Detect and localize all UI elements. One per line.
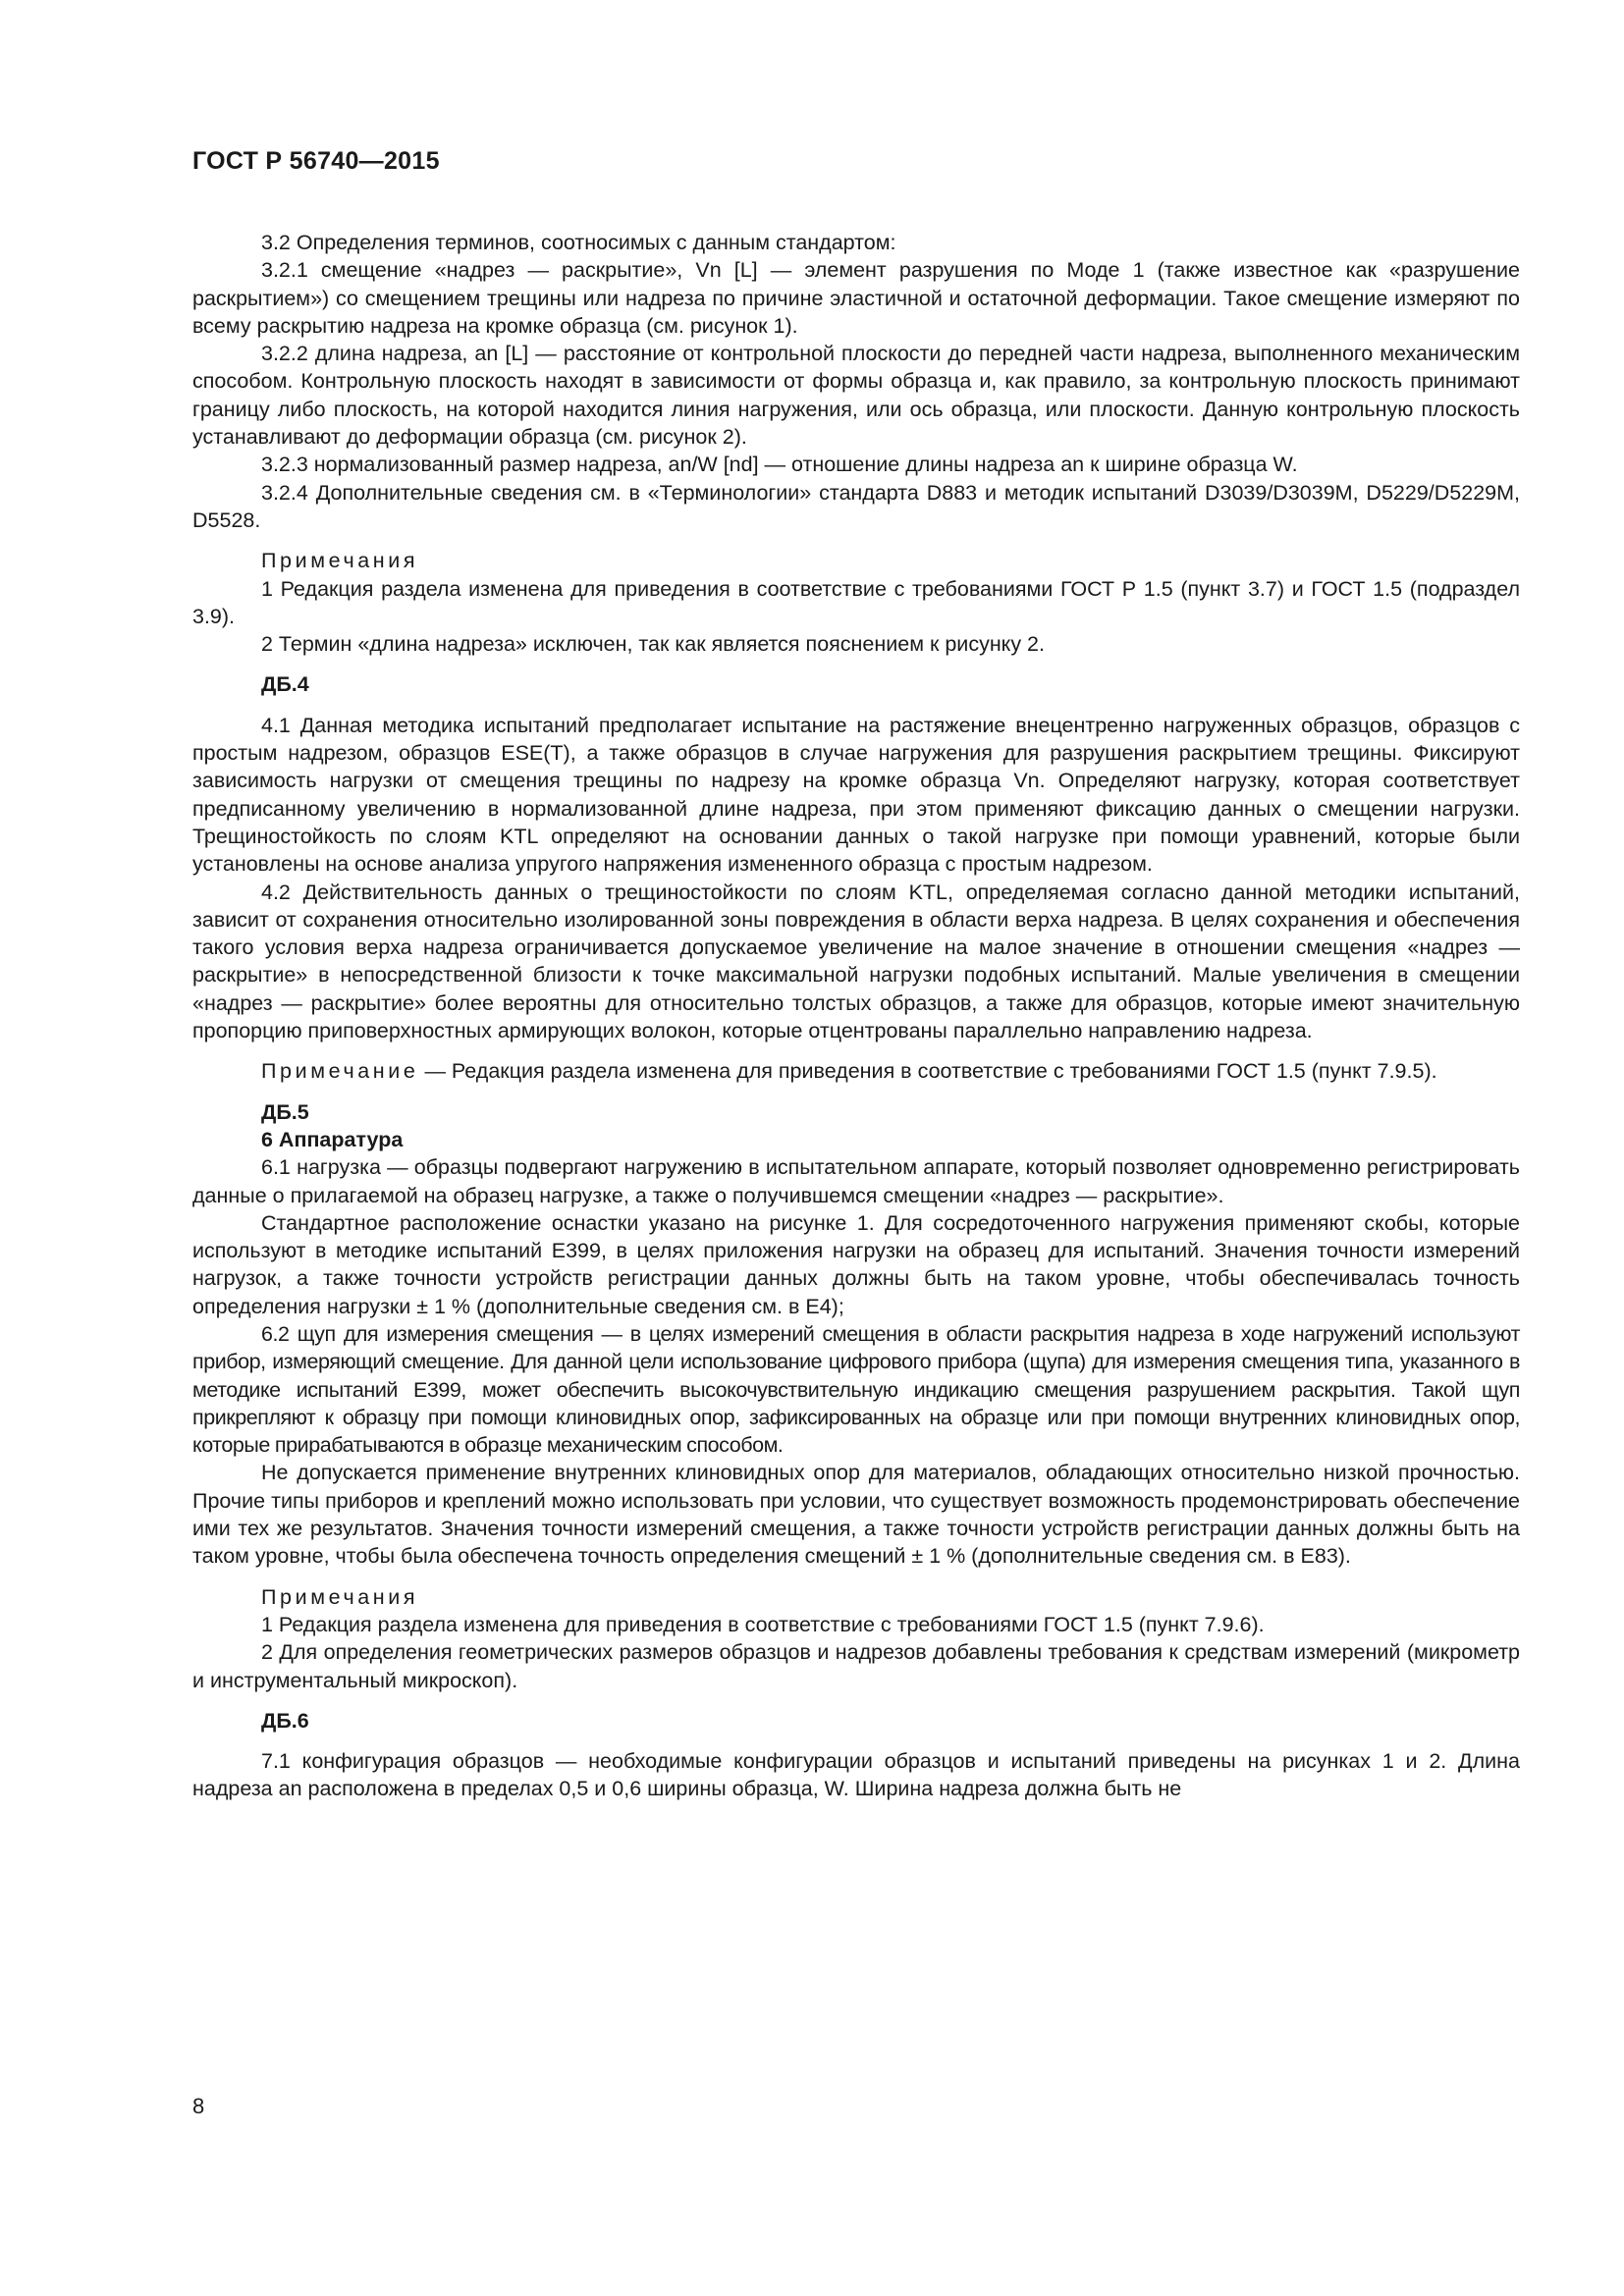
notes-heading-2: Примечания bbox=[261, 1584, 419, 1609]
paragraph-7-1: 7.1 конфигурация образцов — необходимые конфигурации образцов и испытаний приведены на рисунках 1 и 2. Длина надреза an расположена в пределах 0,5 и 0,6 ширины образца, W. Ширина надреза должна быть не bbox=[192, 1749, 1520, 1801]
section-heading-db5: ДБ.5 bbox=[261, 1099, 309, 1124]
paragraph-4-1: 4.1 Данная методика испытаний предполагает испытание на растяжение внецентренно нагруженных образцов, образцов с простым надрезом, образцов ESE(T), а также образцов в случае нагружения для разрушения раскрытием трещины. Фиксируют зависимость нагрузки от смещения трещины по надрезу на кромке образца Vn. Определяют нагрузку, которая соответствует предписанному увеличению в нормализованной длине надреза, при этом применяют фиксацию данных о смещении нагрузки. Трещиностойкость по слоям KTL определяют на основании данных о такой нагрузке при помощи уравнений, которые были установлены на основе анализа упругого напряжения измененного образца с простым надрезом. bbox=[192, 713, 1520, 877]
document-header: ГОСТ Р 56740—2015 bbox=[192, 147, 440, 175]
page-number: 8 bbox=[192, 2094, 205, 2118]
note-single bbox=[192, 1057, 1520, 1085]
note-single-text: — Редакция раздела изменена для приведения в соответствие с требованиями ГОСТ 1.5 (пункт 7.9.5). bbox=[424, 1059, 1437, 1084]
note-2: 2 Термин «длина надреза» исключен, так как является пояснением к рисунку 2. bbox=[261, 632, 1045, 657]
paragraph-6-1-b: Стандартное расположение оснастки указано на рисунке 1. Для сосредоточенного нагружения применяют скобы, которые используют в методике испытаний E399, в целях приложения нагрузки на образец для испытаний. Значения точности измерений нагрузок, а также точности устройств регистрации данных должны быть на таком уровне, чтобы обеспечивалась точность определения нагрузки ± 1 % (дополнительные сведения см. в E4); bbox=[192, 1210, 1520, 1318]
document-body bbox=[192, 229, 1520, 1803]
paragraph-3-2-4: 3.2.4 Дополнительные сведения см. в «Терминологии» стандарта D883 и методик испытаний D3039/D3039M, D5229/D5229M, D5528. bbox=[192, 480, 1520, 532]
paragraph-6-2-b: Не допускается применение внутренних клиновидных опор для материалов, обладающих относительно низкой прочностью. Прочие типы приборов и креплений можно использовать при условии, что существует возможность продемонстрировать обеспечение ими тех же результатов. Значения точности измерений смещения, а также точности устройств регистрации данных должны быть на таком уровне, чтобы была обеспечена точность определения смещений ± 1 % (дополнительные сведения см. в E83). bbox=[192, 1461, 1520, 1569]
paragraph-3-2-1: 3.2.1 смещение «надрез — раскрытие», Vn [L] — элемент разрушения по Моде 1 (также известное как «разрушение раскрытием») со смещением трещины или надреза по причине эластичной и остаточной деформации. Такое смещение измеряют по всему раскрытию надреза на кромке образца (см. рисунок 1). bbox=[192, 258, 1520, 338]
section-heading-db6: ДБ.6 bbox=[261, 1708, 309, 1733]
paragraph-6-1: 6.1 нагрузка — образцы подвергают нагружению в испытательном аппарате, который позволяет одновременно регистрировать данные о прилагаемой на образец нагрузке, а также о получившемся смещении «надрез — раскрытие». bbox=[192, 1155, 1520, 1207]
section-title-apparatus: 6 Аппаратура bbox=[261, 1127, 404, 1151]
note-2-2: 2 Для определения геометрических размеров образцов и надрезов добавлены требования к средствам измерений (микрометр и инструментальный микроскоп). bbox=[192, 1640, 1520, 1692]
note-1: 1 Редакция раздела изменена для приведения в соответствие с требованиями ГОСТ Р 1.5 (пункт 3.7) и ГОСТ 1.5 (подраздел 3.9). bbox=[192, 576, 1520, 628]
paragraph-4-2: 4.2 Действительность данных о трещиностойкости по слоям KTL, определяемая согласно данной методики испытаний, зависит от сохранения относительно изолированной зоны повреждения в области верха надреза. В целях сохранения и обеспечения такого условия верха надреза ограничивается допускаемое увеличение на малое значение в отношении смещения «надрез — раскрытие» в непосредственной близости к точке максимальной нагрузки подобных испытаний. Малые увеличения в смещении «надрез — раскрытие» более вероятны для относительно толстых образцов, а также для образцов, которые имеют значительную пропорцию приповерхностных армирующих волокон, которые отцентрованы параллельно направлению надреза. bbox=[192, 880, 1520, 1043]
note-2-1: 1 Редакция раздела изменена для приведения в соответствие с требованиями ГОСТ 1.5 (пункт 7.9.6). bbox=[261, 1612, 1265, 1636]
notes-heading: Примечания bbox=[261, 549, 419, 573]
paragraph-6-2: 6.2 щуп для измерения смещения — в целях измерений смещения в области раскрытия надреза в ходе нагружений используют прибор, измеряющий смещение. Для данной цели использование цифрового прибора (щупа) для измерения смещения типа, указанного в методике испытаний E399, может обеспечить высокочувствительную индикацию смещения разрушением раскрытия. Такой щуп прикрепляют к образцу при помощи клиновидных опор, зафиксированных на образце или при помощи внутренних клиновидных опор, которые прирабатываются в образце механическим способом. bbox=[192, 1321, 1520, 1458]
note-single-label: Примечание bbox=[261, 1059, 419, 1084]
paragraph-3-2-2: 3.2.2 длина надреза, an [L] — расстояние от контрольной плоскости до передней части надреза, выполненного механическим способом. Контрольную плоскость находят в зависимости от формы образца и, как правило, за контрольную плоскость принимают границу либо плоскость, на которой находится линия нагружения, или ось образца, или плоскости. Данную контрольную плоскость устанавливают до деформации образца (см. рисунок 2). bbox=[192, 342, 1520, 450]
paragraph-3-2-3: 3.2.3 нормализованный размер надреза, an/W [nd] — отношение длины надреза an к ширине образца W. bbox=[261, 453, 1298, 477]
section-heading-db4: ДБ.4 bbox=[261, 672, 309, 697]
paragraph-3-2: 3.2 Определения терминов, соотносимых с данным стандартом: bbox=[261, 231, 896, 254]
